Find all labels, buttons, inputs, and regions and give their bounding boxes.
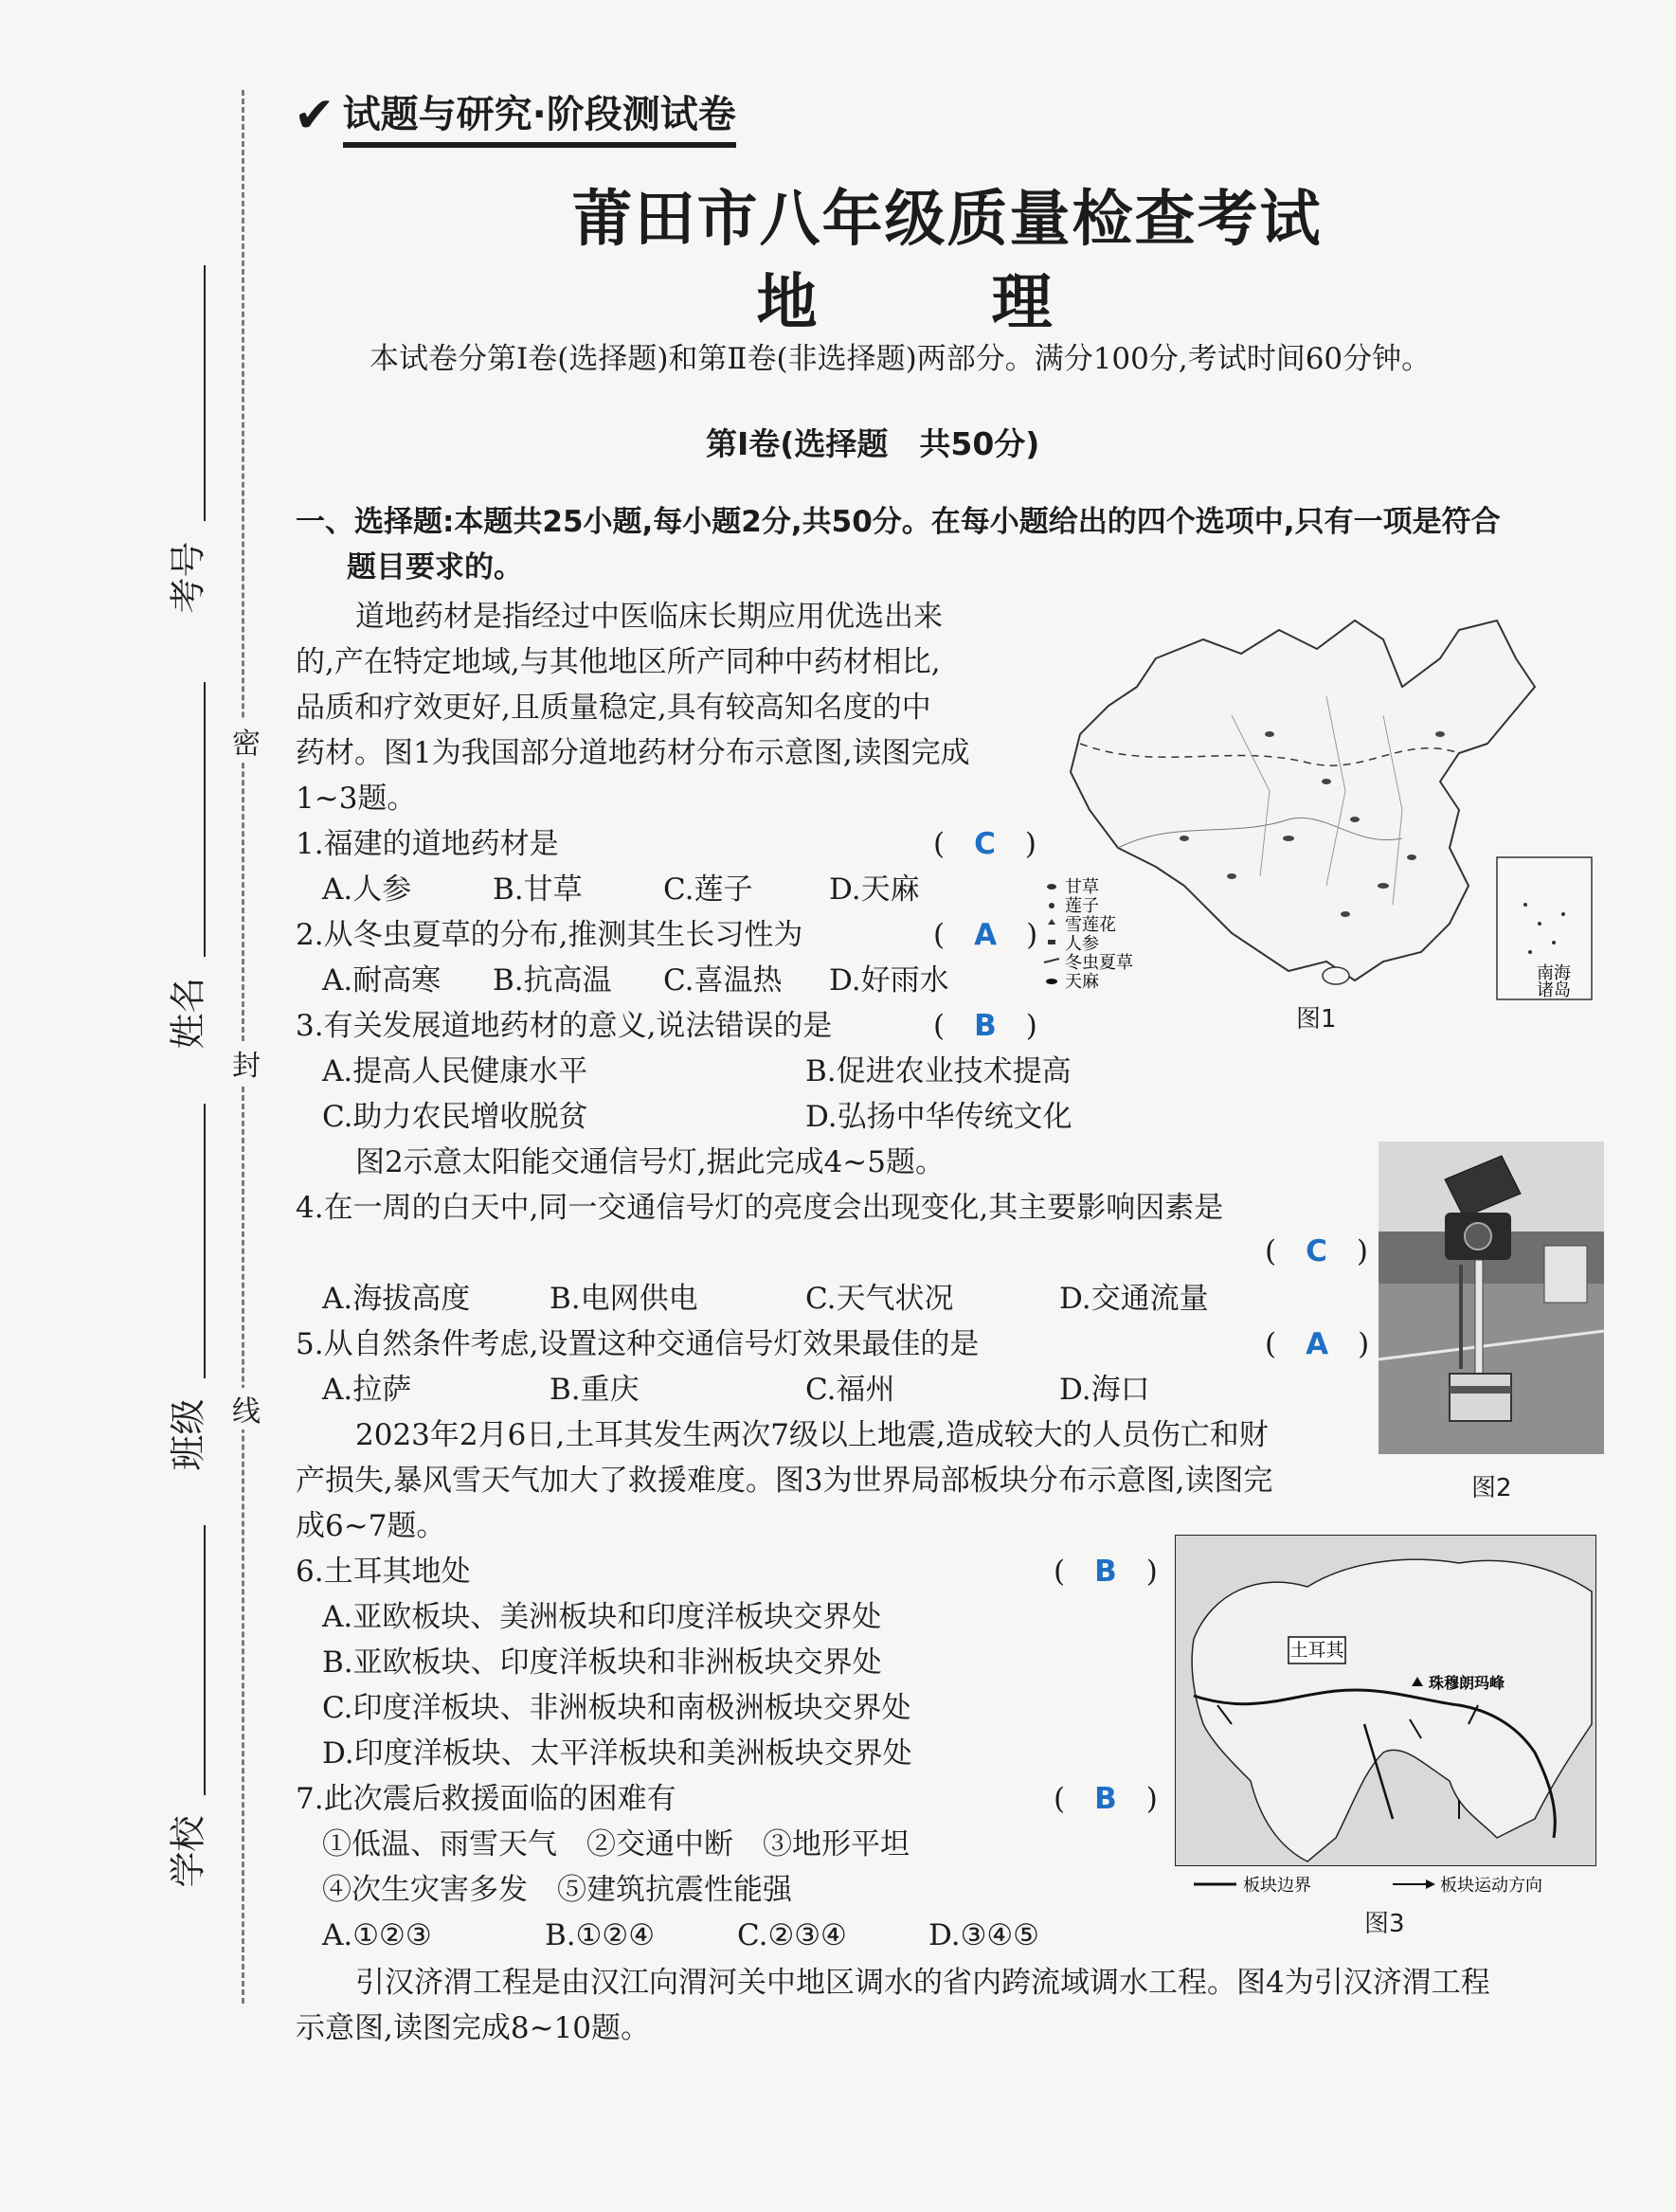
q7-items: ①低温、雨雪天气 ②交通中断 ③地形平坦 — [322, 1827, 910, 1861]
q3-option[interactable]: D.弘扬中华传统文化 — [805, 1100, 1072, 1134]
q4-option[interactable]: C.天气状况 — [805, 1282, 954, 1316]
legend-item: 天麻 — [1065, 972, 1099, 992]
figure3-plate-map — [1175, 1535, 1596, 1866]
q6-option[interactable]: C.印度洋板块、非洲板块和南极洲板块交界处 — [322, 1691, 911, 1725]
q2-stem: 2.从冬虫夏草的分布,推测其生长习性为 — [296, 918, 803, 952]
figure1-legend — [1044, 877, 1133, 992]
q1-option[interactable]: B.甘草 — [493, 872, 583, 907]
passage1-line: 道地药材是指经过中医临床长期应用优选出来 — [355, 600, 943, 634]
legend-boundary: 板块边界 — [1243, 1876, 1311, 1896]
q4-option[interactable]: D.交通流量 — [1059, 1282, 1209, 1316]
seal-feng: 封 — [227, 1042, 265, 1084]
inset-label: 南海 — [1537, 963, 1571, 983]
label-xingming: 姓名 — [167, 977, 209, 1050]
q7-option[interactable]: D.③④⑤ — [928, 1918, 1039, 1952]
q3-option[interactable]: C.助力农民增收脱贫 — [322, 1100, 588, 1134]
passage3-line: 成6~7题。 — [296, 1509, 446, 1543]
figure2-solar-traffic-light — [1379, 1142, 1604, 1454]
q7-option[interactable]: A.①②③ — [322, 1918, 432, 1952]
exam-title: 莆田市八年级质量检查考试 — [571, 185, 1323, 255]
checkmark-icon: ✔ — [294, 87, 335, 144]
q7-option[interactable]: C.②③④ — [737, 1918, 847, 1952]
q4-stem: 4.在一周的白天中,同一交通信号灯的亮度会出现变化,其主要影响因素是 — [296, 1191, 1224, 1225]
q1-answer-box[interactable]: ( C ) — [933, 827, 1036, 861]
q6-answer: B — [1094, 1555, 1117, 1589]
q7-answer: B — [1094, 1782, 1117, 1816]
legend-item: 莲子 — [1065, 896, 1099, 916]
q4-answer: C — [1306, 1234, 1327, 1268]
seal-mi: 密 — [227, 720, 265, 762]
q4-option[interactable]: A.海拔高度 — [322, 1282, 471, 1316]
legend-item: 甘草 — [1065, 877, 1099, 897]
q4-option[interactable]: B.电网供电 — [550, 1282, 698, 1316]
q7-stem: 7.此次震后救援面临的困难有 — [296, 1782, 676, 1816]
passage1-line: 药材。图1为我国部分道地药材分布示意图,读图完成 — [296, 736, 970, 770]
label-xuexiao: 学校 — [167, 1815, 209, 1888]
legend-item: 冬虫夏草 — [1065, 953, 1133, 973]
q6-stem: 6.土耳其地处 — [296, 1555, 471, 1589]
seal-xian: 线 — [227, 1388, 265, 1430]
q4-answer-box[interactable]: ( C ) — [1265, 1234, 1368, 1268]
figure1-caption: 图1 — [1296, 1005, 1337, 1034]
section1-instruction-line2: 题目要求的。 — [347, 550, 523, 584]
q1-option[interactable]: C.莲子 — [663, 872, 753, 907]
passage1-line: 的,产在特定地域,与其他地区所产同种中药材相比, — [296, 645, 941, 679]
q5-answer: A — [1306, 1327, 1329, 1361]
series-header — [294, 87, 736, 144]
q6-option[interactable]: B.亚欧板块、印度洋板块和非洲板块交界处 — [322, 1646, 882, 1680]
q2-option[interactable]: B.抗高温 — [493, 963, 612, 998]
q6-option[interactable]: D.印度洋板块、太平洋板块和美洲板块交界处 — [322, 1736, 912, 1771]
q2-answer-box[interactable]: ( A ) — [933, 918, 1038, 952]
figure3-caption: 图3 — [1364, 1910, 1405, 1938]
passage1-line: 1~3题。 — [296, 782, 417, 816]
q1-option[interactable]: A.人参 — [322, 872, 412, 907]
q6-answer-box[interactable]: ( B ) — [1054, 1555, 1158, 1589]
exam-intro: 本试卷分第Ⅰ卷(选择题)和第Ⅱ卷(非选择题)两部分。满分100分,考试时间60分钟。 — [369, 342, 1432, 376]
legend-item: 雪莲花 — [1065, 915, 1116, 935]
q6-option[interactable]: A.亚欧板块、美洲板块和印度洋板块交界处 — [322, 1600, 882, 1634]
q1-answer: C — [974, 827, 996, 861]
field-xingming-line[interactable] — [204, 682, 206, 957]
part1-heading: 第Ⅰ卷(选择题 共50分) — [706, 425, 1040, 462]
everest-label: 珠穆朗玛峰 — [1429, 1674, 1505, 1692]
china-outline — [1071, 620, 1535, 980]
q3-option[interactable]: B.促进农业技术提高 — [805, 1054, 1072, 1088]
passage2: 图2示意太阳能交通信号灯,据此完成4~5题。 — [355, 1145, 945, 1179]
q5-option[interactable]: B.重庆 — [550, 1373, 640, 1407]
q5-option[interactable]: A.拉萨 — [322, 1373, 412, 1407]
q2-option[interactable]: C.喜温热 — [663, 963, 783, 998]
q3-stem: 3.有关发展道地药材的意义,说法错误的是 — [296, 1009, 833, 1043]
passage1-line: 品质和疗效更好,且质量稳定,具有较高知名度的中 — [296, 691, 931, 725]
q5-option[interactable]: D.海口 — [1059, 1373, 1150, 1407]
q1-stem: 1.福建的道地药材是 — [296, 827, 559, 861]
q7-answer-box[interactable]: ( B ) — [1054, 1782, 1158, 1816]
q7-items: ④次生灾害多发 ⑤建筑抗震性能强 — [322, 1873, 792, 1907]
q3-answer: B — [974, 1009, 997, 1043]
figure2-caption: 图2 — [1471, 1474, 1512, 1502]
passage4-line: 引汉济渭工程是由汉江向渭河关中地区调水的省内跨流域调水工程。图4为引汉济渭工程 — [355, 1966, 1490, 2000]
passage3-line: 产损失,暴风雪天气加大了救援难度。图3为世界局部板块分布示意图,读图完 — [296, 1464, 1273, 1498]
subject-title: 地 理 — [756, 268, 1109, 338]
q2-option[interactable]: A.耐高寒 — [322, 963, 442, 998]
series-title: 试题与研究·阶段测试卷 — [343, 84, 736, 148]
label-banji: 班级 — [167, 1398, 209, 1471]
q3-option[interactable]: A.提高人民健康水平 — [322, 1054, 588, 1088]
q1-option[interactable]: D.天麻 — [829, 872, 920, 907]
q3-answer-box[interactable]: ( B ) — [933, 1009, 1037, 1043]
field-xuexiao-line[interactable] — [204, 1525, 206, 1795]
section1-instruction-line1: 一、选择题:本题共25小题,每小题2分,共50分。在每小题给出的四个选项中,只有一项是符合 — [296, 505, 1501, 539]
figure3-legend — [1194, 1871, 1592, 1899]
q5-stem: 5.从自然条件考虑,设置这种交通信号灯效果最佳的是 — [296, 1327, 980, 1361]
q2-answer: A — [974, 918, 998, 952]
q2-option[interactable]: D.好雨水 — [829, 963, 949, 998]
q5-option[interactable]: C.福州 — [805, 1373, 895, 1407]
passage4-line: 示意图,读图完成8~10题。 — [296, 2011, 650, 2045]
figure1-china-map — [1042, 602, 1611, 1018]
q5-answer-box[interactable]: ( A ) — [1265, 1327, 1370, 1361]
passage3-line: 2023年2月6日,土耳其发生两次7级以上地震,造成较大的人员伤亡和财 — [355, 1418, 1269, 1452]
label-kaohao: 考号 — [167, 541, 209, 614]
field-banji-line[interactable] — [204, 1104, 206, 1378]
q7-option[interactable]: B.①②④ — [545, 1918, 656, 1952]
turkey-label: 土耳其 — [1289, 1640, 1344, 1661]
inset-label-2: 诸岛 — [1537, 980, 1571, 1000]
legend-item: 人参 — [1065, 934, 1099, 954]
legend-direction: 板块运动方向 — [1440, 1876, 1542, 1896]
